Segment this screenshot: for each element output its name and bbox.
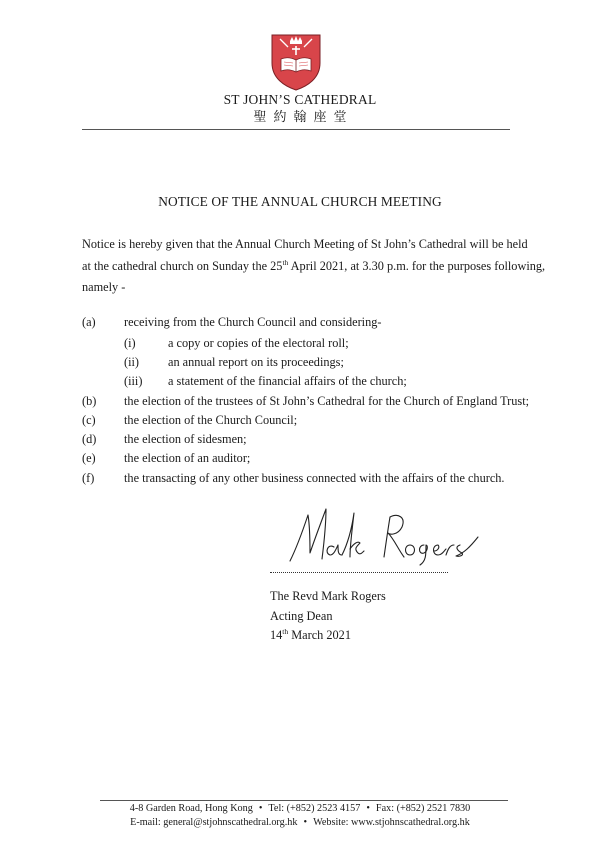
footer-address: 4-8 Garden Road, Hong Kong bbox=[129, 803, 253, 814]
list-item-letter: (e) bbox=[82, 451, 96, 465]
organization-name: ST JOHN’S CATHEDRAL bbox=[223, 92, 377, 107]
organization-name-chinese: 聖約翰座堂 bbox=[253, 110, 354, 125]
list-item-text: receiving from the Church Council and considering- bbox=[124, 315, 382, 329]
intro-paragraph bbox=[82, 234, 546, 299]
sub-item-number: (iii) bbox=[124, 374, 143, 388]
sub-item-text: an annual report on its proceedings; bbox=[168, 355, 344, 369]
bullet-separator: • bbox=[366, 803, 370, 814]
intro-line-1: Notice is hereby given that the Annual Church Meeting of St John’s Cathedral will be held bbox=[82, 237, 528, 251]
footer-web-line bbox=[0, 817, 600, 828]
footer-email: E-mail: general@stjohnscathedral.org.hk bbox=[130, 817, 298, 828]
footer-divider bbox=[100, 800, 508, 801]
signature-date: 14th March 2021 bbox=[270, 626, 351, 642]
header-divider bbox=[82, 129, 510, 130]
notice-title: NOTICE OF THE ANNUAL CHURCH MEETING bbox=[158, 194, 442, 209]
bullet-separator: • bbox=[258, 803, 263, 814]
list-item-letter: (a) bbox=[82, 315, 96, 329]
signatory-role: Acting Dean bbox=[270, 609, 333, 623]
footer-contact-line bbox=[0, 803, 600, 814]
footer-telephone: Tel: (+852) 2523 4157 bbox=[268, 803, 361, 814]
signatory-name: The Revd Mark Rogers bbox=[270, 589, 386, 603]
sub-item-number: (ii) bbox=[124, 355, 140, 369]
sub-item-text: a statement of the financial affairs of the church; bbox=[168, 374, 407, 388]
list-item-text: the election of the trustees of St John’s Cathedral for the Church of England Trust; bbox=[124, 394, 530, 408]
footer-fax: Fax: (+852) 2521 7830 bbox=[375, 803, 471, 814]
list-item-letter: (b) bbox=[82, 394, 97, 408]
list-item-letter: (c) bbox=[82, 413, 96, 427]
intro-line-2: at the cathedral church on Sunday the 25th April 2021, at 3.30 p.m. for the purposes following, bbox=[82, 257, 546, 273]
list-item-letter: (f) bbox=[82, 471, 95, 485]
footer-website: Website: www.stjohnscathedral.org.hk bbox=[313, 817, 470, 828]
intro-line-3: namely - bbox=[82, 280, 126, 294]
list-item-text: the election of sidesmen; bbox=[124, 432, 247, 446]
list-item-letter: (d) bbox=[82, 432, 97, 446]
sub-item-text: a copy or copies of the electoral roll; bbox=[168, 336, 349, 350]
cathedral-crest-logo bbox=[270, 33, 322, 91]
sub-item-number: (i) bbox=[124, 336, 136, 350]
list-item-text: the election of the Church Council; bbox=[124, 413, 298, 427]
signature-line bbox=[270, 572, 448, 573]
handwritten-signature bbox=[288, 503, 488, 573]
list-item-text: the transacting of any other business connected with the affairs of the church. bbox=[124, 471, 505, 485]
bullet-separator: • bbox=[303, 817, 308, 828]
list-item-text: the election of an auditor; bbox=[124, 451, 251, 465]
